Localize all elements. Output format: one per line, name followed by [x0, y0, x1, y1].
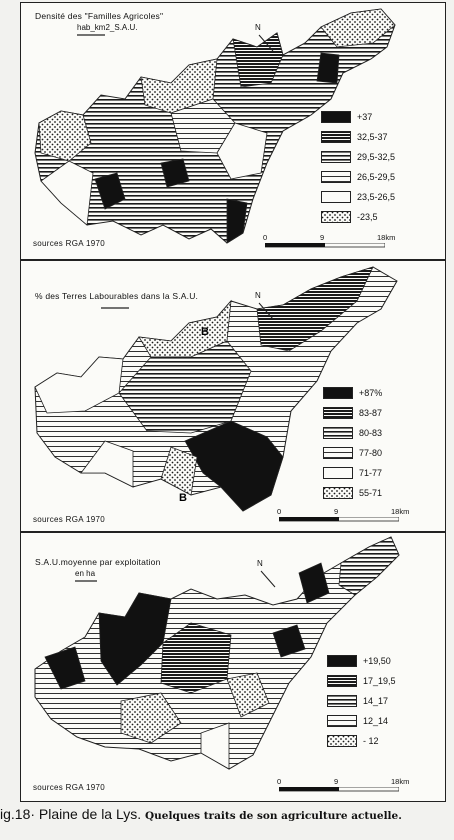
scale-label: 0: [277, 507, 282, 516]
legend-label: 80-83: [359, 428, 383, 438]
legend-label: 32,5-37: [357, 132, 388, 142]
scale-label: 9: [334, 777, 339, 786]
map-title: Densité des "Familles Agricoles": [35, 11, 164, 21]
north-label: N: [255, 291, 261, 300]
north-arrow-icon: [257, 301, 277, 321]
map-mark: B: [179, 492, 187, 504]
legend-item: [323, 385, 382, 401]
map-title: S.A.U.moyenne par exploitation: [35, 557, 161, 567]
legend-item: [321, 189, 395, 205]
map-panel-family-density: [20, 2, 446, 260]
legend-item: [323, 425, 382, 441]
legend-item: [323, 405, 382, 421]
legend-item: [323, 445, 382, 461]
legend-swatch: [323, 447, 353, 459]
map-mark: B: [201, 326, 209, 338]
legend-item: [323, 485, 382, 501]
legend-swatch: [323, 387, 353, 399]
legend-label: 12_14: [363, 716, 389, 726]
legend-swatch: [321, 191, 351, 203]
legend-swatch: [321, 211, 351, 223]
figure-subtitle: Quelques traits de son agriculture actuelle.: [145, 810, 402, 822]
legend-item: [327, 733, 379, 749]
legend-item: [327, 713, 388, 729]
legend-item: [323, 465, 382, 481]
north-label: N: [257, 559, 263, 568]
legend-item: [321, 169, 395, 185]
legend-swatch: [323, 467, 353, 479]
legend-item: [321, 129, 388, 145]
district-medium-east: [339, 537, 399, 595]
legend-swatch: [323, 407, 353, 419]
scale-label: 18km: [391, 507, 410, 516]
map-subtitle: hab_km2_S.A.U.: [77, 23, 138, 32]
legend-label: 77-80: [359, 448, 383, 458]
scale-label: 9: [334, 507, 339, 516]
legend-label: +37: [357, 112, 373, 122]
figure-caption: [0, 806, 454, 822]
scale-label: 18km: [391, 777, 410, 786]
north-label: N: [255, 23, 261, 32]
legend-swatch: [327, 655, 357, 667]
north-arrow-icon: [259, 569, 279, 589]
scale-label: 0: [277, 777, 282, 786]
legend-label: 14_17: [363, 696, 389, 706]
title-underline: [77, 34, 107, 37]
legend-swatch: [321, 111, 351, 123]
legend-swatch: [323, 487, 353, 499]
scale-label: 0: [263, 233, 268, 242]
legend-item: [321, 209, 378, 225]
legend-label: 83-87: [359, 408, 383, 418]
source-note: sources RGA 1970: [33, 783, 105, 792]
legend-item: [321, 109, 372, 125]
map-title: % des Terres Labourables dans la S.A.U.: [35, 291, 199, 301]
legend-swatch: [323, 427, 353, 439]
legend-label: 26,5-29,5: [357, 172, 396, 182]
legend-item: [327, 653, 391, 669]
district-black-ne: [317, 53, 339, 83]
legend-item: [321, 149, 395, 165]
legend-label: 23,5-26,5: [357, 192, 396, 202]
legend-label: 55-71: [359, 488, 383, 498]
legend-label: 17_19,5: [363, 676, 396, 686]
legend-swatch: [327, 715, 357, 727]
source-note: sources RGA 1970: [33, 239, 105, 248]
scale-label: 9: [320, 233, 325, 242]
legend-label: -23,5: [357, 212, 378, 222]
legend-item: [327, 693, 388, 709]
map-panel-farm-size: [20, 532, 446, 802]
district-black-3: [227, 199, 247, 243]
title-underline: [75, 580, 101, 583]
legend-label: - 12: [363, 736, 379, 746]
map-subtitle: en ha: [75, 569, 96, 578]
title-underline: [101, 307, 131, 310]
source-note: sources RGA 1970: [33, 515, 105, 524]
figure-number: ig.18·: [0, 806, 36, 822]
legend-label: +87%: [359, 388, 383, 398]
legend-swatch: [321, 151, 351, 163]
legend-swatch: [327, 675, 357, 687]
legend-label: 71-77: [359, 468, 383, 478]
north-arrow-icon: [257, 33, 277, 53]
legend-label: +19,50: [363, 656, 391, 666]
figure-place: Plaine de la Lys.: [38, 806, 142, 822]
legend-label: 29,5-32,5: [357, 152, 396, 162]
map-panel-arable-share: [20, 260, 446, 532]
legend-swatch: [321, 171, 351, 183]
legend-swatch: [321, 131, 351, 143]
legend-swatch: [327, 695, 357, 707]
legend-item: [327, 673, 396, 689]
legend-swatch: [327, 735, 357, 747]
scale-label: 18km: [377, 233, 396, 242]
